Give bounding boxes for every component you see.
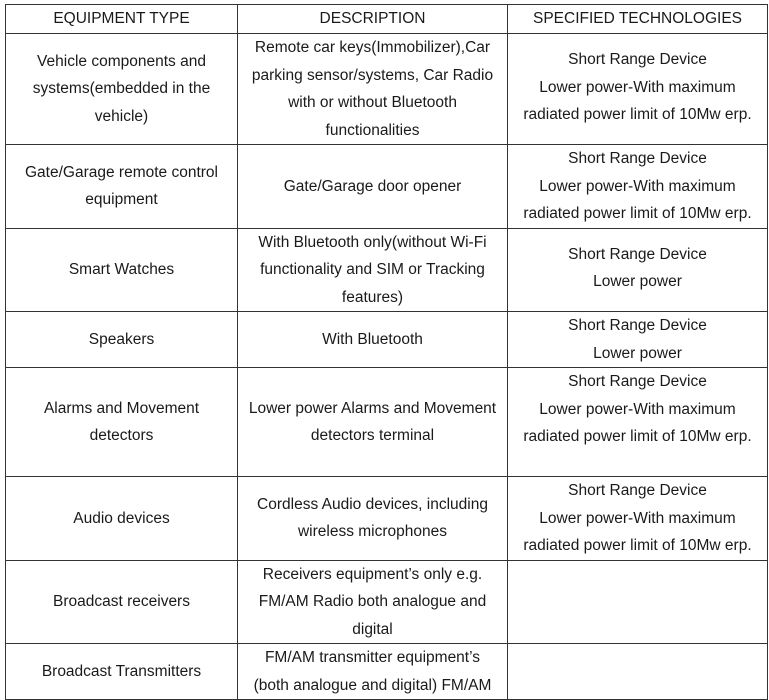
table-row (6, 560, 768, 644)
description-cell: Remote car keys(Immobilizer),Car parking sensor/systems, Car Radio with or without Bluetooth functionalities (238, 34, 508, 145)
equipment-type-cell: Smart Watches (6, 228, 238, 312)
table-row (6, 477, 768, 561)
technologies-cell: Short Range Device Lower power (508, 228, 768, 312)
header-equipment-type: EQUIPMENT TYPE (6, 5, 238, 34)
technologies-cell: Short Range Device Lower power-With maximum radiated power limit of 10Mw erp. (508, 368, 768, 477)
header-row (6, 5, 768, 34)
equipment-type-cell: Broadcast Transmitters (6, 644, 238, 700)
description-cell: FM/AM transmitter equipment’s (both analogue and digital) FM/AM (238, 644, 508, 700)
table-row (6, 228, 768, 312)
description-cell: Cordless Audio devices, including wireless microphones (238, 477, 508, 561)
technologies-cell: Short Range Device Lower power-With maximum radiated power limit of 10Mw erp. (508, 477, 768, 561)
table-row (6, 145, 768, 229)
description-cell: Gate/Garage door opener (238, 145, 508, 229)
header-description: DESCRIPTION (238, 5, 508, 34)
description-cell: With Bluetooth only(without Wi-Fi functionality and SIM or Tracking features) (238, 228, 508, 312)
table-row (6, 368, 768, 477)
table-row (6, 644, 768, 700)
equipment-type-cell: Broadcast receivers (6, 560, 238, 644)
description-cell: With Bluetooth (238, 312, 508, 368)
header-specified-technologies: SPECIFIED TECHNOLOGIES (508, 5, 768, 34)
description-cell: Receivers equipment’s only e.g. FM/AM Radio both analogue and digital (238, 560, 508, 644)
description-cell: Lower power Alarms and Movement detectors terminal (238, 368, 508, 477)
equipment-type-cell: Vehicle components and systems(embedded in the vehicle) (6, 34, 238, 145)
equipment-type-cell: Gate/Garage remote control equipment (6, 145, 238, 229)
technologies-cell: Short Range Device Lower power-With maximum radiated power limit of 10Mw erp. (508, 34, 768, 145)
equipment-type-cell: Alarms and Movement detectors (6, 368, 238, 477)
table-row (6, 34, 768, 145)
technologies-cell: Short Range Device Lower power (508, 312, 768, 368)
technologies-cell (508, 644, 768, 700)
specification-table (5, 4, 768, 700)
technologies-cell (508, 560, 768, 644)
equipment-type-cell: Audio devices (6, 477, 238, 561)
technologies-cell: Short Range Device Lower power-With maximum radiated power limit of 10Mw erp. (508, 145, 768, 229)
equipment-type-cell: Speakers (6, 312, 238, 368)
table-row (6, 312, 768, 368)
